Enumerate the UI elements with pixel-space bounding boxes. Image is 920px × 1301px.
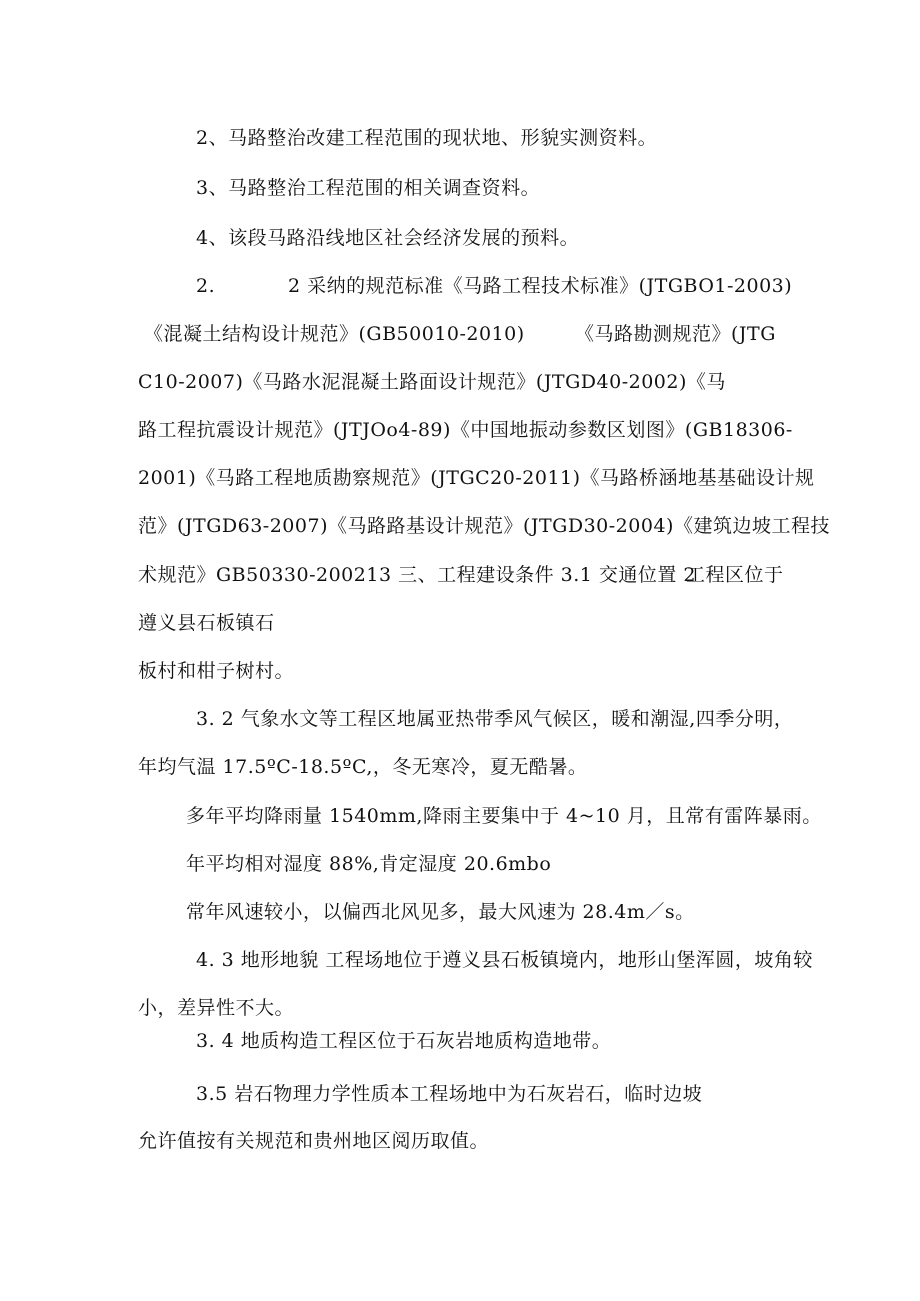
text-line-standards-6b: 工程区位于 — [686, 564, 784, 586]
text-line-climate-2: 年均气温 17.5ºC-18.5ºC,，冬无寒冷，夏无酷暑。 — [138, 756, 588, 778]
text-line-geology: 3. 4 地质构造工程区位于石灰岩地质构造地带。 — [196, 1030, 612, 1052]
text-line-wind: 常年风速较小，以偏西北风见多，最大风速为 28.4m／s。 — [186, 901, 695, 923]
text-line-standards-2: C10-2007)《马路水泥混凝土路面设计规范》(JTGD40-2002)《马 — [138, 371, 726, 393]
text-line-standards-5: 范》(JTGD63-2007)《马路路基设计规范》(JTGD30-2004)《建筑边坡工程技 — [138, 515, 830, 537]
text-line-terrain-1: 4. 3 地形地貌 工程场地位于遵义县石板镇境内，地形山堡浑圆，坡角较 — [196, 949, 813, 971]
text-line-standards-4: 2001)《马路工程地质勘察规范》(JTGC20-2011)《马路桥涵地基基础设计规 — [138, 467, 815, 489]
text-line-location-2: 板村和柑子树村。 — [138, 660, 295, 682]
text-line-1: 2、马路整治改建工程范围的现状地、形貌实测资料。 — [196, 127, 658, 149]
text-line-standards-heading: 2 采纳的规范标准《马路工程技术标准》(JTGBO1-2003) — [288, 275, 793, 297]
text-line-humidity: 年平均相对湿度 88%,肯定湿度 20.6mbo — [186, 853, 552, 875]
text-line-3: 4、该段马路沿线地区社会经济发展的预料。 — [196, 227, 580, 249]
text-line-rainfall: 多年平均降雨量 1540mm,降雨主要集中于 4~10 月，且常有雷阵暴雨。 — [186, 805, 822, 827]
text-line-2: 3、马路整治工程范围的相关调查资料。 — [196, 177, 541, 199]
text-line-standards-3: 路工程抗震设计规范》(JTJOo4-89)《中国地振动参数区划图》(GB18306- — [138, 419, 793, 441]
text-line-terrain-2: 小，差异性不大。 — [138, 997, 295, 1019]
text-line-climate-1: 3. 2 气象水文等工程区地属亚热带季风气候区，暖和潮湿,四季分明， — [196, 708, 794, 730]
text-line-rock-1: 3.5 岩石物理力学性质本工程场地中为石灰岩石，临时边坡 — [196, 1083, 703, 1105]
text-line-location-1: 遵义县石板镇石 — [138, 612, 275, 634]
text-line-standards-1a: 《混凝土结构设计规范》(GB50010-2010) — [144, 323, 525, 345]
text-line-rock-2: 允许值按有关规范和贵州地区阅历取值。 — [138, 1130, 490, 1152]
text-line-standards-6a: 术规范》GB50330-200213 三、工程建设条件 3.1 交通位置 2 — [138, 564, 696, 586]
text-line-standards-1b: 《马路勘测规范》(JTG — [575, 323, 776, 345]
section-number-2-2: 2. — [196, 275, 216, 297]
